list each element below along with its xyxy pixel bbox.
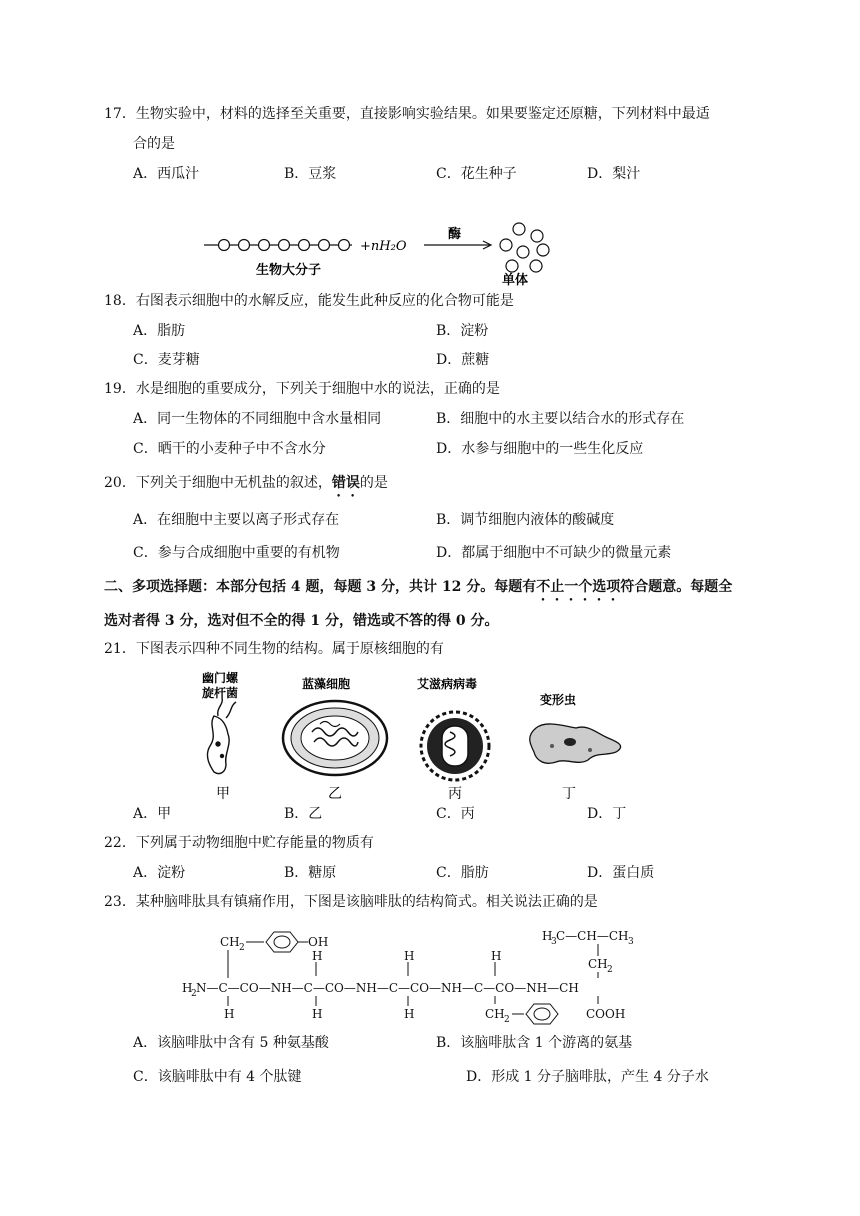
organism-label-hiv: 艾滋病病毒 <box>417 677 478 691</box>
svg-text:H: H <box>312 949 323 963</box>
q22-option-b[interactable]: B．糖原 <box>284 865 337 881</box>
q21-stem: 21．下图表示四种不同生物的结构。属于原核细胞的有 <box>104 641 444 657</box>
section2-heading <box>104 576 732 604</box>
q18-option-d[interactable]: D．蔗糖 <box>436 352 490 368</box>
svg-text:H: H <box>404 949 415 963</box>
q20-stem-post: 的是 <box>359 475 388 491</box>
q19-option-c[interactable]: C．晒干的小麦种子中不含水分 <box>133 441 326 457</box>
q20-stem-emphasis: 错误 <box>331 475 360 491</box>
q23-stem: 23．某种脑啡肽具有镇痛作用，下图是该脑啡肽的结构简式。相关说法正确的是 <box>104 894 598 910</box>
organism-sign-bing: 丙 <box>448 786 462 802</box>
svg-text:H: H <box>182 981 193 995</box>
svg-text:2: 2 <box>191 989 197 999</box>
q20-stem <box>104 472 388 500</box>
q18-option-a[interactable]: A．脂肪 <box>133 323 186 339</box>
q22-stem: 22．下列属于动物细胞中贮存能量的物质有 <box>104 835 374 851</box>
organisms-figure <box>180 668 650 804</box>
section2-line1-emphasis: 不止一个选项 <box>536 579 621 595</box>
organism-label-h-pylori-1: 幽门螺 <box>202 671 239 685</box>
svg-text:3: 3 <box>628 937 634 947</box>
section2-line2: 选对者得 3 分，选对但不全的得 1 分，错选或不答的得 0 分。 <box>104 613 499 629</box>
q23-option-d[interactable]: D．形成 1 分子脑啡肽，产生 4 分子水 <box>466 1069 709 1085</box>
organism-sign-ding: 丁 <box>562 786 576 802</box>
svg-text:N—C—CO—NH—C—CO—NH—C—CO—NH—C—CO: N—C—CO—NH—C—CO—NH—C—CO—NH—C—CO—NH—CH <box>196 981 579 995</box>
q21-option-a[interactable]: A．甲 <box>133 806 172 822</box>
q17-option-d[interactable]: D．梨汁 <box>587 166 641 182</box>
water-term: +nH₂O <box>360 239 407 254</box>
organism-label-amoeba: 变形虫 <box>540 693 577 707</box>
q20-option-b[interactable]: B．调节细胞内液体的酸碱度 <box>436 512 615 528</box>
q17-stem-line1: 17．生物实验中，材料的选择至关重要，直接影响实验结果。如果要鉴定还原糖，下列材料中最适 <box>104 106 710 122</box>
q17-option-c[interactable]: C．花生种子 <box>436 166 517 182</box>
organism-label-h-pylori-2: 旋杆菌 <box>202 686 239 700</box>
enzyme-label: 酶 <box>448 227 462 242</box>
q18-option-b[interactable]: B．淀粉 <box>436 323 489 339</box>
q19-stem: 19．水是细胞的重要成分，下列关于细胞中水的说法，正确的是 <box>104 381 500 397</box>
hydrolysis-figure <box>200 218 590 288</box>
svg-text:H: H <box>312 1007 323 1021</box>
q18-stem: 18．右图表示细胞中的水解反应，能发生此种反应的化合物可能是 <box>104 293 514 309</box>
section2-line1-pre: 二、多项选择题：本部分包括 4 题，每题 3 分，共计 12 分。每题有 <box>104 579 537 595</box>
svg-text:OH: OH <box>308 935 329 949</box>
svg-text:H: H <box>542 929 553 943</box>
q17-stem-line2: 合的是 <box>133 136 175 152</box>
q23-option-a[interactable]: A．该脑啡肽中含有 5 种氨基酸 <box>133 1035 329 1051</box>
q19-option-b[interactable]: B．细胞中的水主要以结合水的形式存在 <box>436 411 685 427</box>
q19-option-a[interactable]: A．同一生物体的不同细胞中含水量相同 <box>133 411 382 427</box>
q20-option-a[interactable]: A．在细胞中主要以离子形式存在 <box>133 512 340 528</box>
q22-option-d[interactable]: D．蛋白质 <box>587 865 655 881</box>
svg-text:H: H <box>491 949 502 963</box>
organism-sign-jia: 甲 <box>216 786 230 802</box>
q20-option-c[interactable]: C．参与合成细胞中重要的有机物 <box>133 545 340 561</box>
organism-sign-yi: 乙 <box>328 786 342 802</box>
svg-text:CH: CH <box>220 935 240 949</box>
cyanobacteria-icon <box>283 701 387 775</box>
enkephalin-structure-figure <box>178 920 678 1026</box>
q21-option-b[interactable]: B．乙 <box>284 806 323 822</box>
monomer-label: 单体 <box>502 273 529 288</box>
h-pylori-icon <box>207 698 236 774</box>
amoeba-icon <box>530 724 621 763</box>
q20-stem-pre: 20．下列关于细胞中无机盐的叙述， <box>104 475 332 491</box>
q17-option-a[interactable]: A．西瓜汁 <box>133 166 200 182</box>
q20-option-d[interactable]: D．都属于细胞中不可缺少的微量元素 <box>436 545 672 561</box>
hiv-icon <box>421 712 489 780</box>
svg-text:2: 2 <box>504 1015 510 1025</box>
q22-option-a[interactable]: A．淀粉 <box>133 865 186 881</box>
organism-label-cyanobacteria: 蓝藻细胞 <box>302 677 351 691</box>
q23-option-c[interactable]: C．该脑啡肽中有 4 个肽键 <box>133 1069 302 1085</box>
svg-text:H: H <box>404 1007 415 1021</box>
svg-text:2: 2 <box>607 965 613 975</box>
svg-text:2: 2 <box>239 943 245 953</box>
section2-line1-post: 符合题意。每题全 <box>620 579 733 595</box>
svg-text:COOH: COOH <box>586 1007 626 1021</box>
svg-text:C—CH—CH: C—CH—CH <box>556 929 629 943</box>
q21-option-c[interactable]: C．丙 <box>436 806 475 822</box>
svg-text:H: H <box>224 1007 235 1021</box>
q21-option-d[interactable]: D．丁 <box>587 806 627 822</box>
q23-option-b[interactable]: B．该脑啡肽含 1 个游离的氨基 <box>436 1035 633 1051</box>
q19-option-d[interactable]: D．水参与细胞中的一些生化反应 <box>436 441 644 457</box>
svg-text:3: 3 <box>551 937 557 947</box>
q22-option-c[interactable]: C．脂肪 <box>436 865 489 881</box>
q18-option-c[interactable]: C．麦芽糖 <box>133 352 200 368</box>
macromolecule-label: 生物大分子 <box>256 263 322 278</box>
q17-option-b[interactable]: B．豆浆 <box>284 166 337 182</box>
svg-text:CH: CH <box>588 957 608 971</box>
svg-text:CH: CH <box>485 1007 505 1021</box>
